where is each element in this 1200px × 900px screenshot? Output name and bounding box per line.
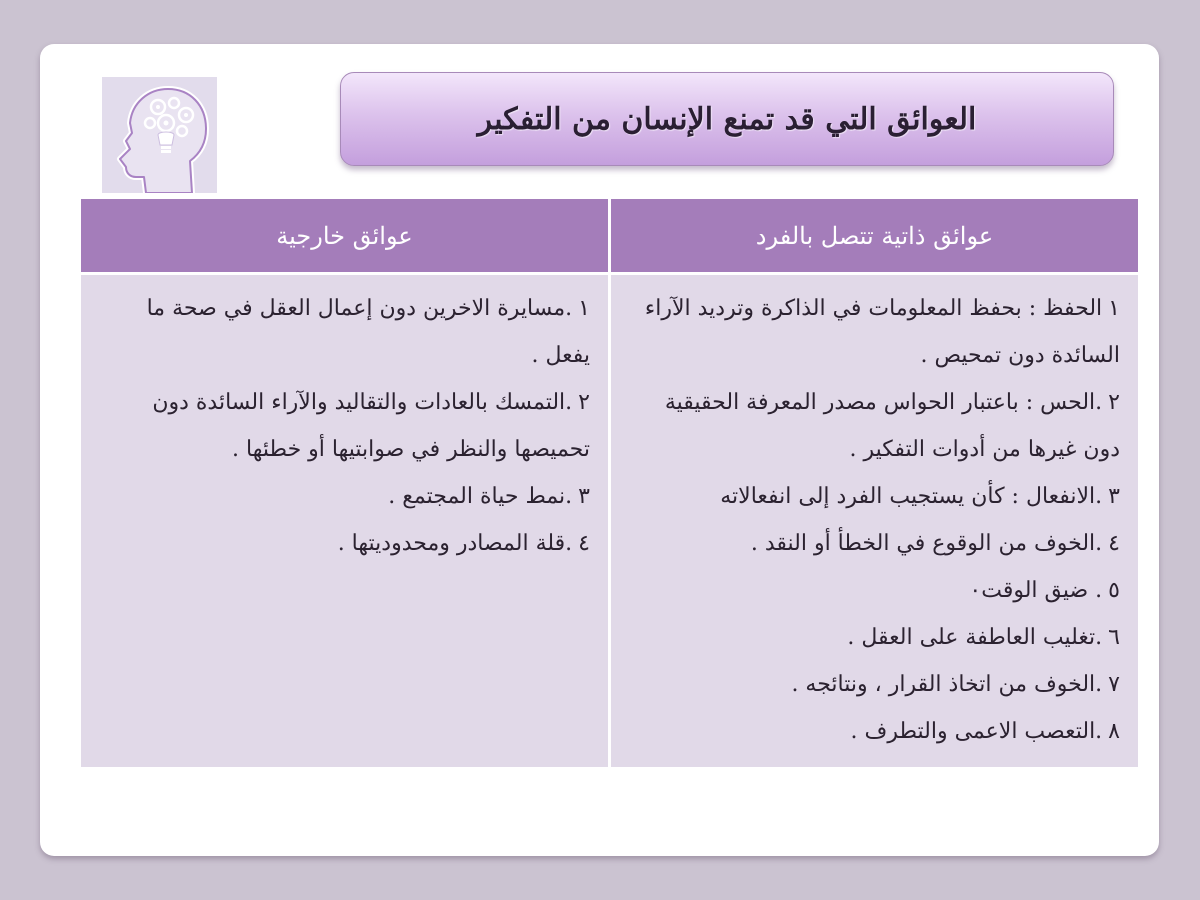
page-title: العوائق التي قد تمنع الإنسان من التفكير	[477, 101, 977, 137]
title-banner	[340, 72, 1114, 166]
column-divider	[608, 199, 611, 767]
list-item: ٨.التعصب الاعمى والتطرف .	[850, 719, 1120, 744]
list-item: ٤.قلة المصادر ومحدوديتها .	[337, 531, 590, 556]
internal-obstacles-list	[611, 275, 1138, 767]
header-internal-obstacles: عوائق ذاتية تتصل بالفرد	[611, 199, 1138, 272]
list-item: ١.مسايرة الاخرين دون إعمال العقل في صحة ما يفعل .	[146, 296, 590, 368]
head-with-gears-icon	[102, 77, 217, 193]
list-item: ٧.الخوف من اتخاذ القرار ، ونتائجه .	[791, 672, 1120, 697]
list-item: ٣.الانفعال : كأن يستجيب الفرد إلى انفعالاته	[720, 484, 1120, 509]
external-obstacles-list	[81, 275, 608, 767]
list-item: ٢.التمسك بالعادات والتقاليد والآراء السائدة دون تحميصها والنظر في صوابتيها أو خطئها .	[152, 390, 590, 462]
list-item: ٣.نمط حياة المجتمع .	[388, 484, 590, 509]
list-item: ٥. ضيق الوقت٠	[969, 578, 1120, 603]
obstacles-table	[81, 199, 1138, 767]
slide	[40, 44, 1159, 856]
list-item: ٤.الخوف من الوقوع في الخطأ أو النقد .	[750, 531, 1120, 556]
logo	[102, 77, 217, 193]
list-item: ١الحفظ : بحفظ المعلومات في الذاكرة وترديد الآراء السائدة دون تمحيص .	[644, 296, 1120, 368]
list-item: ٦.تغليب العاطفة على العقل .	[847, 625, 1120, 650]
header-external-obstacles: عوائق خارجية	[81, 199, 608, 272]
list-item: ٢.الحس : باعتبار الحواس مصدر المعرفة الحقيقية دون غيرها من أدوات التفكير .	[664, 390, 1120, 462]
